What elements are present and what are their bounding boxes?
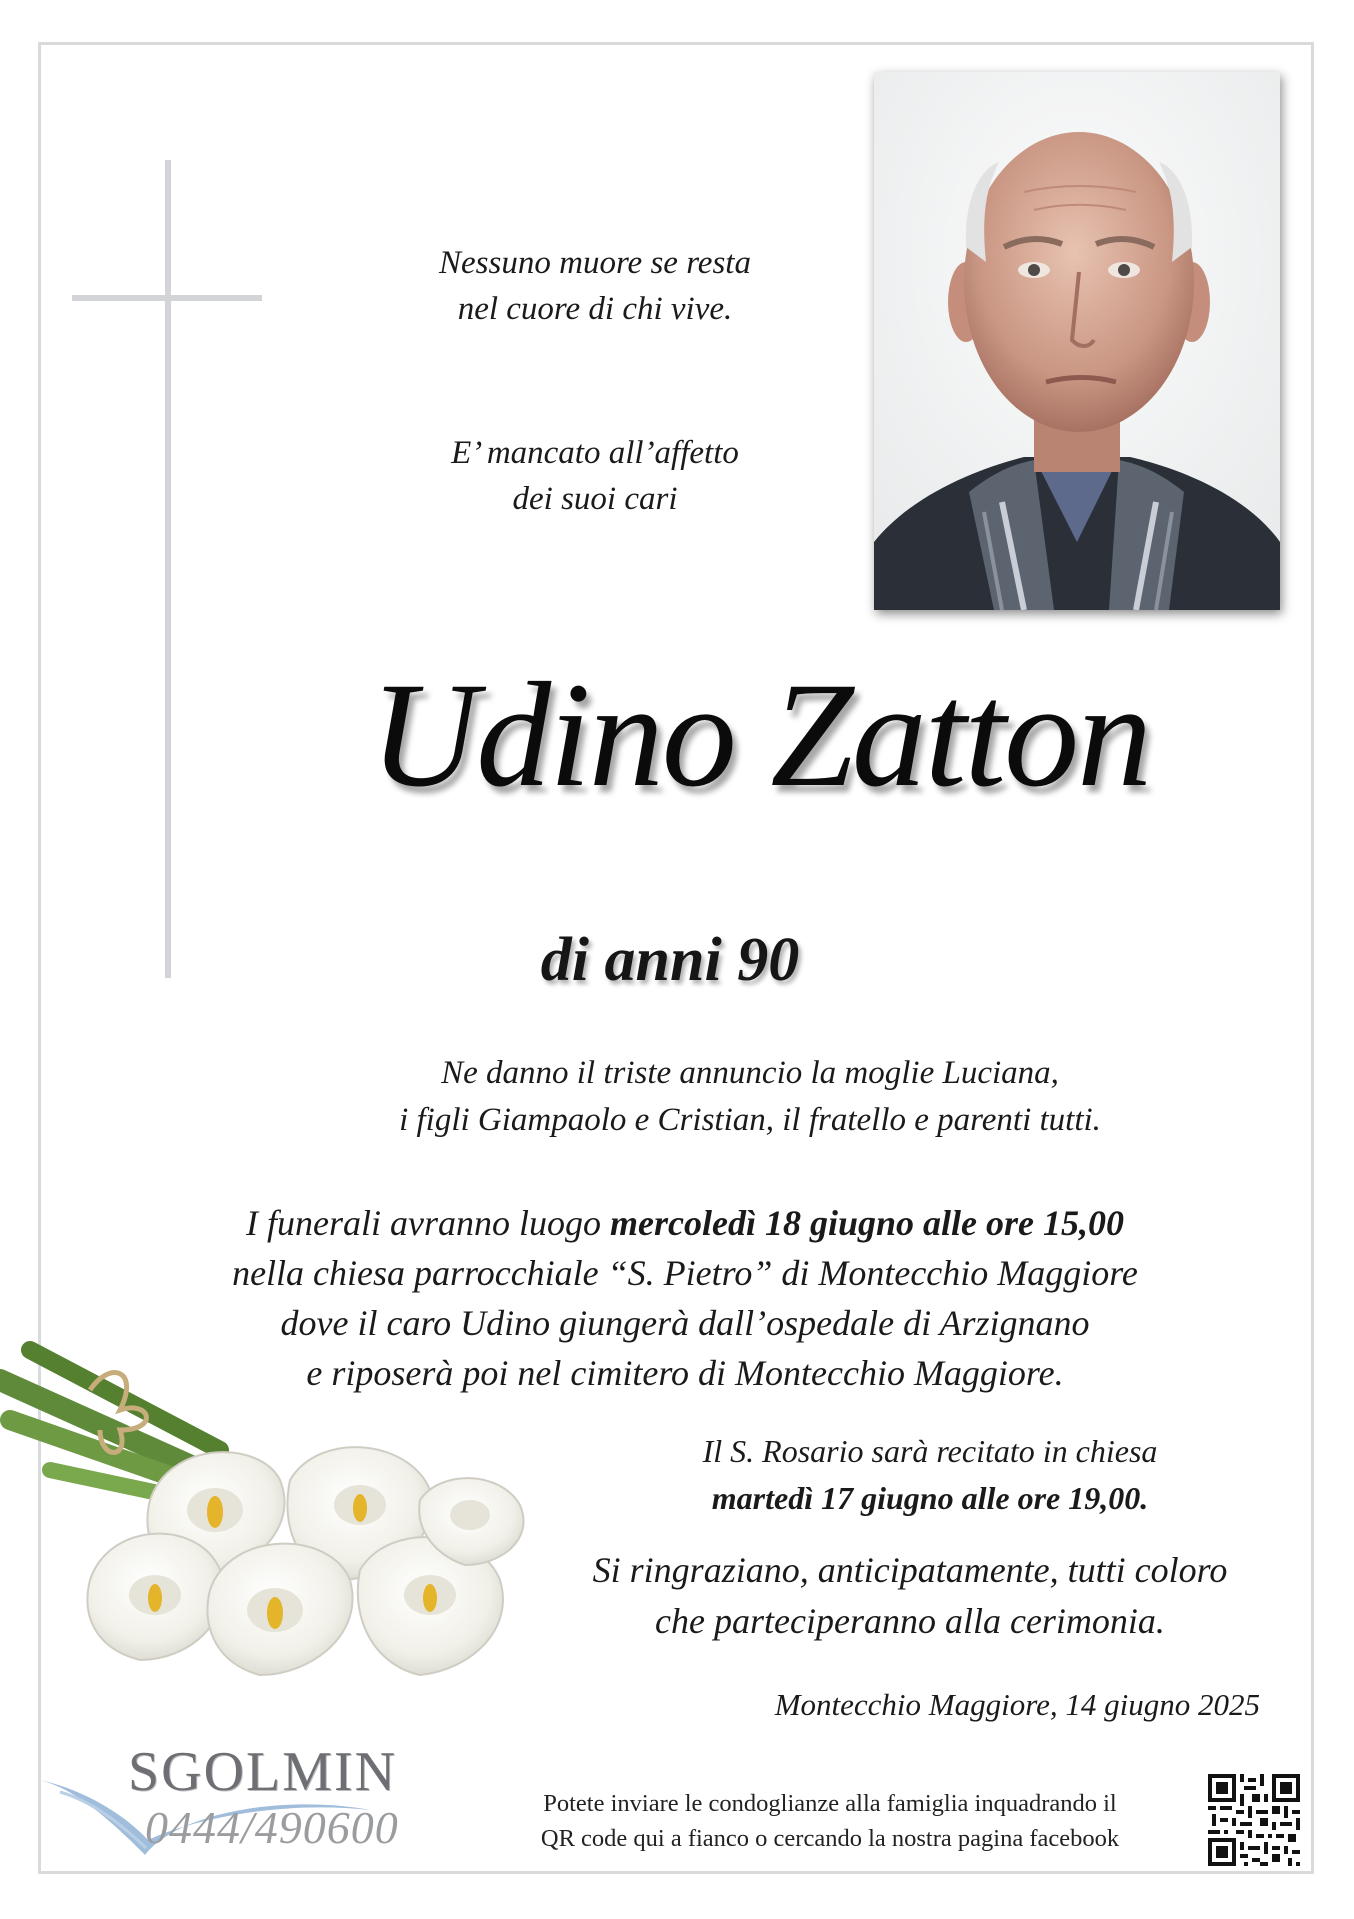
place-date: Montecchio Maggiore, 14 giugno 2025 bbox=[774, 1687, 1260, 1722]
announcement-line-1: Ne danno il triste annuncio la moglie Luciana, bbox=[441, 1055, 1059, 1091]
quote-line-2: nel cuore di chi vive. bbox=[457, 291, 733, 327]
funeral-line-1-prefix: I funerali avranno luogo bbox=[246, 1203, 610, 1243]
thanks-line-2: che parteciperanno alla cerimonia. bbox=[655, 1601, 1165, 1641]
funeral-line-3: dove il caro Udino giungerà dall’ospedale di Arzignano bbox=[280, 1303, 1090, 1343]
funeral-date-time: mercoledì 18 giugno alle ore 15,00 bbox=[610, 1203, 1124, 1243]
agency-logo bbox=[40, 1740, 440, 1860]
qr-code-icon bbox=[1208, 1774, 1300, 1866]
quote-line-1: Nessuno muore se resta bbox=[439, 245, 751, 281]
announcement-line-2: i figli Giampaolo e Cristian, il fratello e parenti tutti. bbox=[399, 1102, 1101, 1138]
funeral-line-1 bbox=[120, 1198, 1250, 1248]
condolences-line-2: QR code qui a fianco o cercando la nostra pagina facebook bbox=[540, 1825, 1120, 1852]
condolences-note bbox=[470, 1786, 1190, 1856]
deceased-age: di anni 90 bbox=[540, 926, 800, 994]
calla-lilies-image bbox=[0, 1330, 560, 1730]
funeral-line-4: e riposerà poi nel cimitero di Montecchio Maggiore. bbox=[306, 1353, 1064, 1393]
portrait-illustration bbox=[874, 72, 1280, 610]
rosary-line-1: Il S. Rosario sarà recitato in chiesa bbox=[702, 1433, 1158, 1469]
passed-away-text bbox=[330, 430, 860, 522]
qr-code-image[interactable] bbox=[1208, 1774, 1300, 1866]
passed-away-line-1: E’ mancato all’affetto bbox=[451, 435, 739, 471]
deceased-name: Udino Zatton bbox=[369, 652, 1151, 818]
agency-phone: 0444/490600 bbox=[145, 1802, 399, 1853]
condolences-line-1: Potete inviare le condoglianze alla famiglia inquadrando il bbox=[543, 1790, 1117, 1817]
funeral-line-2: nella chiesa parrocchiale “S. Pietro” di Montecchio Maggiore bbox=[232, 1253, 1138, 1293]
thanks-text bbox=[540, 1545, 1280, 1647]
cross-icon-vertical bbox=[165, 160, 171, 978]
rosary-date-time: martedì 17 giugno alle ore 19,00. bbox=[711, 1480, 1149, 1516]
thanks-line-1: Si ringraziano, anticipatamente, tutti coloro bbox=[592, 1550, 1228, 1590]
agency-name: SGOLMIN bbox=[128, 1741, 398, 1803]
calla-lilies-illustration bbox=[0, 1330, 560, 1730]
announcement-text bbox=[250, 1050, 1250, 1144]
memorial-quote bbox=[330, 240, 860, 332]
passed-away-line-2: dei suoi cari bbox=[512, 481, 678, 517]
cross-icon-horizontal bbox=[72, 295, 262, 301]
rosary-details bbox=[620, 1428, 1240, 1522]
portrait-photo bbox=[874, 72, 1280, 610]
